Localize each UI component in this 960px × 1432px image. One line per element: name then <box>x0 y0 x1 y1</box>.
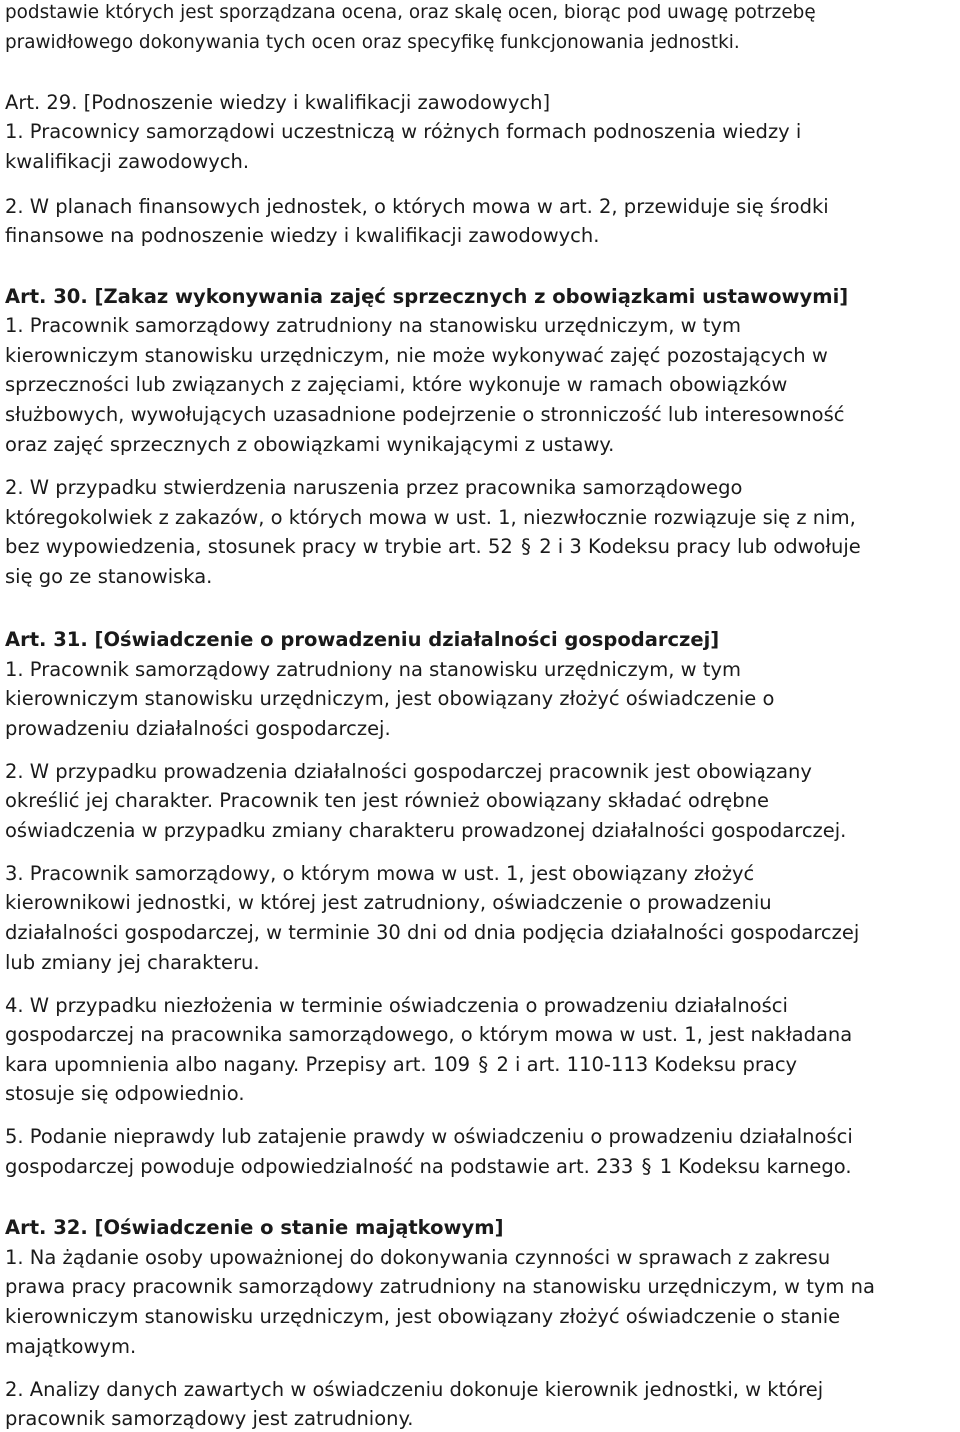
text-line: 1. Pracownik samorządowy zatrudniony na stanowisku urzędniczym, w tym <box>5 314 741 337</box>
text-line <box>5 534 861 560</box>
text-line: pracownik samorządowy jest zatrudniony. <box>5 1407 414 1430</box>
text-line <box>5 1052 797 1078</box>
text-line: kierowniczym stanowisku urzędniczym, jest obowiązany złożyć oświadczenie o <box>5 687 775 710</box>
text-line: lub zmiany jej charakteru. <box>5 951 260 974</box>
text-line: służbowych, wywołujących uzasadnione podejrzenie o stronniczość lub interesowność <box>5 403 845 426</box>
text-line: określić jej charakter. Pracownik ten jest również obowiązany składać odrębne <box>5 789 769 812</box>
text-line: 2. W przypadku stwierdzenia naruszenia przez pracownika samorządowego <box>5 476 743 499</box>
section-sign: § <box>641 1155 652 1178</box>
article-29-heading: Art. 29. [Podnoszenie wiedzy i kwalifikacji zawodowych] <box>5 91 551 114</box>
text-line: kierowniczym stanowisku urzędniczym, nie może wykonywać zajęć pozostających w <box>5 344 828 367</box>
text-line: gospodarczej na pracownika samorządowego, o którym mowa w ust. 1, jest nakładana <box>5 1023 853 1046</box>
article-32-heading: Art. 32. [Oświadczenie o stanie majątkowym] <box>5 1216 504 1239</box>
text-fragment: kara upomnienia albo nagany. Przepisy art. 109 <box>5 1053 471 1076</box>
text-line: prowadzeniu działalności gospodarczej. <box>5 717 391 740</box>
text-line: kwalifikacji zawodowych. <box>5 150 250 173</box>
article-30-heading: Art. 30. [Zakaz wykonywania zajęć sprzecznych z obowiązkami ustawowymi] <box>5 285 849 308</box>
text-line: oraz zajęć sprzecznych z obowiązkami wynikającymi z ustawy. <box>5 433 615 456</box>
text-fragment: 2 i 3 Kodeksu pracy lub odwołuje <box>539 535 861 558</box>
text-fragment: gospodarczej powoduje odpowiedzialność na podstawie art. 233 <box>5 1155 634 1178</box>
text-line: sprzeczności lub związanych z zajęciami, które wykonuje w ramach obowiązków <box>5 373 788 396</box>
text-line <box>5 1154 852 1180</box>
text-fragment: bez wypowiedzenia, stosunek pracy w trybie art. 52 <box>5 535 513 558</box>
text-line: 2. Analizy danych zawartych w oświadczeniu dokonuje kierownik jednostki, w której <box>5 1378 824 1401</box>
text-line: 3. Pracownik samorządowy, o którym mowa w ust. 1, jest obowiązany złożyć <box>5 862 755 885</box>
text-line: 1. Pracownik samorządowy zatrudniony na stanowisku urzędniczym, w tym <box>5 658 741 681</box>
text-line: działalności gospodarczej, w terminie 30 dni od dnia podjęcia działalności gospodarczej <box>5 921 860 944</box>
text-line: 4. W przypadku niezłożenia w terminie oświadczenia o prowadzeniu działalności <box>5 994 788 1017</box>
text-line: prawidłowego dokonywania tych ocen oraz specyfikę funkcjonowania jednostki. <box>5 32 740 53</box>
text-line: 2. W planach finansowych jednostek, o których mowa w art. 2, przewiduje się środki <box>5 195 829 218</box>
text-line: prawa pracy pracownik samorządowy zatrudniony na stanowisku urzędniczym, w tym na <box>5 1275 875 1298</box>
text-line: 1. Pracownicy samorządowi uczestniczą w różnych formach podnoszenia wiedzy i <box>5 120 802 143</box>
article-31-heading: Art. 31. [Oświadczenie o prowadzeniu działalności gospodarczej] <box>5 628 720 651</box>
text-fragment: 2 i art. 110-113 Kodeksu pracy <box>496 1053 798 1076</box>
text-line: stosuje się odpowiednio. <box>5 1082 245 1105</box>
text-line: podstawie których jest sporządzana ocena, oraz skalę ocen, biorąc pod uwagę potrzebę <box>5 2 816 23</box>
text-line: kierowniczym stanowisku urzędniczym, jest obowiązany złożyć oświadczenie o stanie <box>5 1305 841 1328</box>
text-line: się go ze stanowiska. <box>5 565 213 588</box>
text-line: któregokolwiek z zakazów, o których mowa w ust. 1, niezwłocznie rozwiązuje się z nim, <box>5 506 856 529</box>
text-line: 1. Na żądanie osoby upoważnionej do dokonywania czynności w sprawach z zakresu <box>5 1246 831 1269</box>
text-line: 2. W przypadku prowadzenia działalności gospodarczej pracownik jest obowiązany <box>5 760 812 783</box>
text-line: oświadczenia w przypadku zmiany charakteru prowadzonej działalności gospodarczej. <box>5 819 847 842</box>
text-line: majątkowym. <box>5 1335 137 1358</box>
section-sign: § <box>521 535 531 558</box>
text-line: kierownikowi jednostki, w której jest zatrudniony, oświadczenie o prowadzeniu <box>5 891 772 914</box>
text-fragment: 1 Kodeksu karnego. <box>659 1155 852 1178</box>
text-line: finansowe na podnoszenie wiedzy i kwalifikacji zawodowych. <box>5 224 600 247</box>
section-sign: § <box>478 1053 489 1076</box>
text-line: 5. Podanie nieprawdy lub zatajenie prawdy w oświadczeniu o prowadzeniu działalności <box>5 1125 853 1148</box>
